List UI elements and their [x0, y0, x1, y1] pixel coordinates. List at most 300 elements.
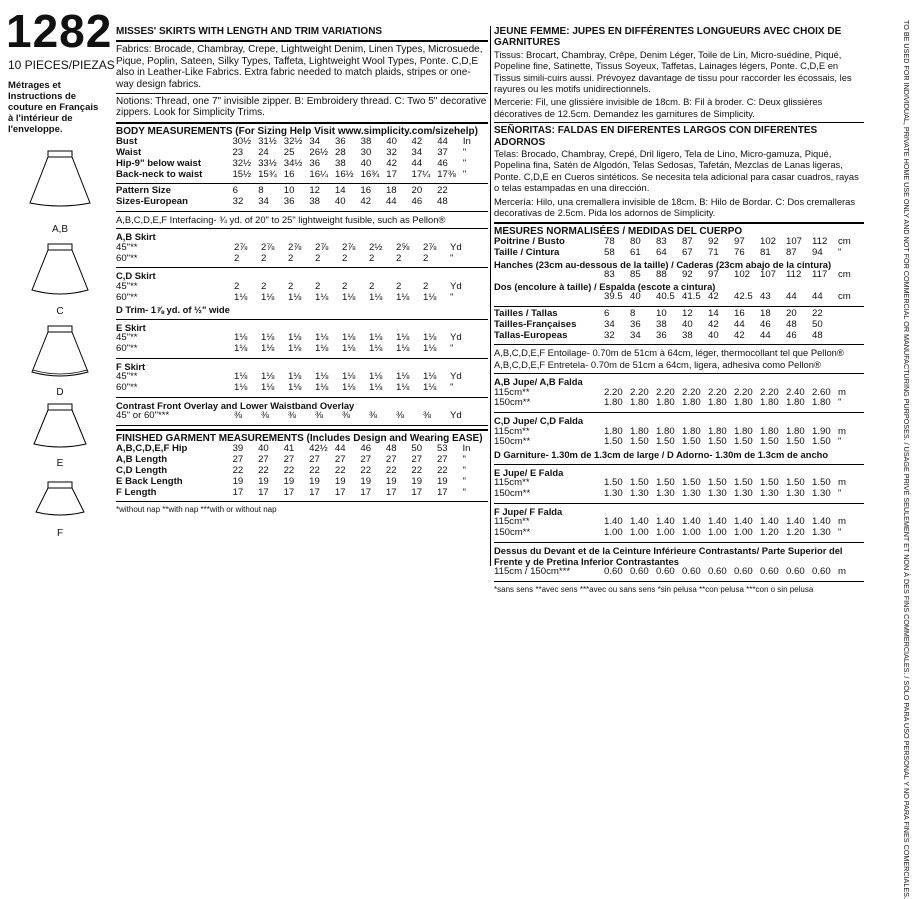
cell-value: 1.00: [656, 526, 675, 538]
cell-value: 92: [708, 235, 719, 247]
cell-value: 61: [630, 246, 641, 258]
cell-value: 1.30: [786, 487, 805, 499]
skirt-c-illustration: [20, 240, 100, 300]
english-title: MISSES' SKIRTS WITH LENGTH AND TRIM VARIATIONS: [116, 26, 383, 37]
cell-value: 42.5: [734, 291, 753, 303]
english-column: [116, 26, 488, 516]
cell-value: 42: [708, 318, 719, 330]
cell-value: 44: [786, 291, 797, 303]
french-instructions-note: Métrages et Instructions de couture en Français à l'intérieur de l'enveloppe.: [8, 80, 99, 135]
cell-value: 1.80: [604, 397, 623, 409]
table-row: [494, 388, 864, 399]
tissus-text: Tissus: Brocart, Chambray, Crêpe, Denim Léger, Toile de Lin, Micro-suédine, Piqué, Popeline fine, Satinette, Tissus Soyeux, Taffetas, Lainages légers, Ponte. C,D,E en Tissus simili-cuirs aussi. Prévoyez davantage de tissu pour raccorder les écossais, les rayures ou les motifs unidirectionnels.: [494, 48, 852, 95]
cell-value: 17: [258, 486, 269, 498]
cell-value: 1⅛: [369, 371, 383, 383]
cell-value: 40: [334, 196, 346, 208]
row-label: 150cm**: [494, 397, 531, 409]
cell-value: 18: [385, 185, 397, 197]
cell-value: 1.50: [656, 476, 675, 488]
dos-row: [494, 292, 864, 303]
cell-value: ": [462, 465, 466, 477]
cell-value: 40: [708, 329, 719, 341]
cell-value: 1.40: [734, 515, 753, 527]
row-label: C,D Length: [116, 465, 168, 477]
cell-value: 17: [436, 486, 448, 498]
yardage-table: [494, 478, 864, 500]
cell-value: 1.50: [682, 476, 701, 488]
cell-value: 1.50: [734, 476, 753, 488]
cell-value: 102: [734, 268, 751, 280]
cell-value: 1⅛: [261, 371, 275, 383]
row-label: E Back Length: [116, 475, 183, 487]
cell-value: 1.80: [708, 425, 727, 437]
metric-body-table: [494, 237, 864, 259]
english-footnote: *without nap **with nap ***with or without nap: [116, 505, 277, 515]
cell-value: Yd: [450, 241, 462, 253]
cell-value: 44: [334, 443, 346, 455]
cell-value: 1.80: [604, 425, 623, 437]
cell-value: 1.80: [734, 425, 753, 437]
cell-value: 44: [734, 318, 745, 330]
cell-value: 42½: [309, 443, 328, 455]
cell-value: 2.20: [708, 386, 727, 398]
usage-side-label: TO BE USED FOR INDIVIDUAL, PRIVATE HOME USE ONLY AND NOT FOR COMMERCIAL OR MANUFACTURING PURPOSES. / USAGE PRIVÉ SEULEMENT ET NON À DES FINS COMMERCIALES. / SÓLO PARA USO PERSONAL Y NO PARA FINES COMERCIALES.: [902, 20, 911, 899]
cell-value: 81: [760, 246, 771, 258]
view-label-ab: A,B: [51, 224, 69, 235]
cell-value: 2.20: [682, 386, 701, 398]
cell-value: 1⅛: [369, 382, 383, 394]
cell-value: ": [462, 475, 466, 487]
cell-value: 67: [682, 246, 693, 258]
cell-value: 34: [604, 318, 615, 330]
cell-value: 44: [760, 329, 771, 341]
cell-value: In: [462, 136, 471, 148]
cell-value: 32½: [232, 157, 252, 169]
cell-value: 1.50: [630, 436, 649, 448]
cell-value: 34½: [283, 157, 303, 169]
row-label: Hip-9" below waist: [116, 157, 202, 169]
cell-value: 2: [288, 280, 294, 292]
cell-value: 1⅛: [288, 332, 302, 344]
cell-value: 15½: [232, 168, 252, 180]
cell-value: 1⅛: [234, 291, 248, 303]
cell-value: 71: [708, 246, 719, 258]
interfacing-text: A,B,C,D,E,F Interfacing- ¾ yd. of 20" to 25" lightweight fusible, such as Pellon®: [116, 214, 446, 226]
cell-value: 1.00: [708, 526, 727, 538]
cell-value: ": [838, 526, 842, 538]
cell-value: 18: [760, 307, 771, 319]
cell-value: 1.30: [812, 526, 831, 538]
cell-value: cm: [838, 268, 851, 280]
cell-value: ⅜: [234, 410, 243, 422]
dessus-heading: Dessus du Devant et de la Ceinture Inférieure Contrastants/ Parte Superior del Frente y de Pretina Inferior Contrastantes: [494, 544, 843, 567]
cell-value: 1.40: [682, 515, 701, 527]
cell-value: 1.80: [656, 425, 675, 437]
row-label: 45"**: [116, 371, 138, 383]
cell-value: cm: [838, 291, 851, 303]
cell-value: [463, 197, 488, 208]
spanish-title: SEÑORITAS: FALDAS EN DIFERENTES LARGOS CON DIFERENTES ADORNOS: [494, 125, 818, 148]
yardage-view-heading: C,D Jupe/ C,D Falda: [494, 415, 584, 427]
cell-value: 23: [232, 147, 244, 159]
cell-value: 40.5: [656, 291, 675, 303]
table-row: [494, 427, 864, 438]
mercerie-text: Mercerie: Fil, une glissière invisible de 18cm. B: Fil à broder. C: Deux glissières décoratives de 12.5cm. Demandez les garnitures de Simplicity.: [494, 96, 823, 119]
cell-value: In: [462, 443, 471, 455]
table-row: [116, 455, 488, 466]
cell-value: m: [838, 425, 846, 437]
cell-value: 16: [283, 168, 295, 180]
cell-value: ": [838, 397, 842, 409]
skirt-e-illustration: [20, 400, 100, 454]
cell-value: Yd: [450, 280, 462, 292]
row-label: 60"**: [116, 291, 138, 303]
table-row: [494, 292, 864, 303]
table-row: [116, 477, 488, 488]
cell-value: 6: [604, 307, 610, 319]
cell-value: 2.20: [604, 386, 623, 398]
cell-value: 1⅛: [423, 291, 437, 303]
cell-value: 2: [234, 252, 240, 264]
cell-value: 1.50: [812, 476, 831, 488]
cell-value: 1.40: [604, 515, 623, 527]
cell-value: 87: [786, 246, 797, 258]
cell-value: 1⅛: [261, 382, 275, 394]
cell-value: 34: [630, 329, 641, 341]
cell-value: 1.50: [760, 476, 779, 488]
cell-value: ": [838, 246, 842, 258]
cell-value: 1.80: [682, 397, 701, 409]
yardage-view-heading: F Jupe/ F Falda: [494, 505, 563, 517]
cell-value: 1.80: [630, 425, 649, 437]
cell-value: 1.20: [760, 526, 779, 538]
cell-value: 2.20: [760, 386, 779, 398]
cell-value: 85: [630, 268, 641, 280]
view-label-c: C: [56, 306, 64, 317]
cell-value: 1.50: [734, 436, 753, 448]
cell-value: Yd: [450, 332, 462, 344]
cell-value: 2.20: [630, 386, 649, 398]
row-label: Sizes-European: [116, 196, 188, 208]
dos-label: Dos (encolure à taille) / Espalda (escote a cintura): [494, 280, 716, 292]
cell-value: 1⅛: [315, 371, 329, 383]
cell-value: 1.80: [760, 425, 779, 437]
cell-value: 1.80: [682, 425, 701, 437]
cell-value: 1⅛: [369, 343, 383, 355]
yardage-table: [494, 427, 864, 449]
cell-value: ": [450, 343, 454, 355]
cell-value: 1⅛: [315, 332, 329, 344]
cell-value: 19: [258, 475, 269, 487]
cell-value: 2: [261, 280, 267, 292]
cell-value: 16: [360, 185, 372, 197]
cell-value: 1.80: [786, 397, 805, 409]
cell-value: 2⅞: [315, 241, 329, 253]
cell-value: 1⅛: [288, 382, 302, 394]
cell-value: 1⅛: [288, 371, 302, 383]
cell-value: 2: [342, 280, 348, 292]
cell-value: 19: [232, 475, 244, 487]
cell-value: 38: [656, 318, 667, 330]
cell-value: 19: [436, 475, 448, 487]
cell-value: 22: [385, 465, 397, 477]
cell-value: 33½: [258, 157, 277, 169]
cell-value: 22: [360, 465, 372, 477]
cell-value: 2.20: [734, 386, 753, 398]
cell-value: 1⅛: [423, 332, 437, 344]
cell-value: 22: [334, 465, 346, 477]
cell-value: 38: [335, 157, 346, 169]
cell-value: 31½: [258, 136, 277, 148]
table-row: [116, 444, 488, 455]
cell-value: 19: [283, 475, 295, 487]
cell-value: 0.60: [604, 566, 623, 578]
cell-value: 22: [411, 465, 423, 477]
cell-value: 97: [734, 235, 745, 247]
cell-value: 1⅛: [288, 343, 302, 355]
cell-value: 1⅛: [342, 291, 356, 303]
row-label: [494, 270, 604, 281]
cell-value: 1.50: [656, 436, 675, 448]
cell-value: 16½: [335, 168, 354, 180]
table-row: [494, 248, 864, 259]
cell-value: 1.40: [812, 515, 831, 527]
cell-value: 102: [760, 235, 777, 247]
table-row: [494, 478, 864, 489]
cell-value: 42: [411, 136, 423, 148]
cell-value: 8: [630, 307, 636, 319]
yardage-view-heading: F Skirt: [116, 360, 146, 372]
cell-value: 1⅛: [396, 332, 410, 344]
cell-value: 22: [232, 465, 244, 477]
cell-value: 36: [309, 157, 321, 169]
cell-value: 34: [411, 147, 423, 159]
skirt-f-illustration: [20, 478, 100, 522]
cell-value: 17: [232, 486, 244, 498]
cell-value: 2: [396, 280, 402, 292]
cell-value: 6: [232, 185, 239, 197]
cell-value: 1⅛: [234, 382, 248, 394]
row-label: Pattern Size: [116, 185, 171, 197]
cell-value: 22: [437, 185, 448, 197]
cell-value: 1.00: [630, 526, 649, 538]
cell-value: 19: [334, 475, 346, 487]
cell-value: 43: [760, 291, 771, 303]
french-footnote: *sans sens **avec sens ***avec ou sans sens *sin pelusa **con pelusa ***con o sin pelusa: [494, 585, 814, 595]
cell-value: 46: [360, 443, 372, 455]
yardage-table: [494, 388, 864, 410]
cell-value: 88: [656, 268, 667, 280]
cell-value: ⅜: [369, 410, 378, 422]
cell-value: 1.80: [734, 397, 753, 409]
row-label: 45" or 60"***: [116, 410, 170, 422]
cell-value: 2½: [369, 241, 383, 253]
cell-value: 12: [682, 307, 693, 319]
cell-value: 1⅛: [423, 343, 437, 355]
cell-value: 36: [335, 136, 346, 148]
cell-value: 1⅛: [261, 291, 275, 303]
cell-value: 94: [812, 246, 823, 258]
cell-value: 2: [261, 252, 267, 264]
cell-value: 1.50: [708, 476, 727, 488]
row-label: 115cm**: [494, 515, 530, 527]
cell-value: 0.60: [760, 566, 779, 578]
cell-value: 40: [360, 157, 372, 169]
cell-value: 1⅛: [342, 332, 356, 344]
row-label: 45"**: [116, 280, 138, 292]
cell-value: 1.80: [812, 397, 831, 409]
cell-value: 1.40: [786, 515, 805, 527]
metric-yardage-section: [494, 376, 864, 542]
cell-value: 19: [411, 475, 423, 487]
cell-value: 2: [315, 280, 321, 292]
cell-value: 17: [385, 486, 397, 498]
cell-value: 2.20: [656, 386, 675, 398]
view-label-d: D: [56, 387, 64, 398]
cell-value: 27: [309, 454, 320, 466]
table-row: [116, 293, 477, 304]
cell-value: 37: [437, 147, 448, 159]
cell-value: 1.50: [630, 476, 649, 488]
cell-value: 1.50: [786, 436, 805, 448]
cell-value: 32½: [283, 136, 303, 148]
cell-value: 1.50: [604, 436, 623, 448]
yardage-view-heading: E Jupe/ E Falda: [494, 466, 564, 478]
cell-value: 1.50: [604, 476, 623, 488]
notions-text: Notions: Thread, one 7" invisible zipper. B: Embroidery thread. C: Two 5" decorative zippers. Look for Simplicity Trims.: [116, 96, 487, 119]
cell-value: ": [462, 454, 466, 466]
row-label: Back-neck to waist: [116, 168, 203, 180]
tailles-table: [494, 309, 838, 341]
yardage-table: [116, 333, 477, 355]
yardage-view-heading: A,B Skirt: [116, 231, 156, 243]
cell-value: 1⅛: [261, 332, 275, 344]
cell-value: ⅜: [423, 410, 432, 422]
table-row: [116, 344, 477, 355]
cell-value: 1⅛: [315, 382, 329, 394]
cell-value: 1⅛: [369, 332, 383, 344]
cell-value: 2⅞: [234, 241, 248, 253]
cell-value: 1⅛: [315, 291, 329, 303]
cell-value: 1.40: [656, 515, 675, 527]
cell-value: 0.60: [682, 566, 701, 578]
finished-measurements-heading: FINISHED GARMENT MEASUREMENTS (Includes Design and Wearing EASE): [116, 433, 483, 445]
cell-value: 40: [386, 136, 397, 148]
cell-value: 1⅛: [261, 343, 275, 355]
cell-value: 48: [385, 443, 397, 455]
cell-value: 97: [708, 268, 719, 280]
cell-value: 1.50: [786, 476, 805, 488]
row-label: 45"**: [116, 241, 138, 253]
cell-value: 2⅞: [423, 241, 437, 253]
row-label: Bust: [116, 136, 138, 148]
cell-value: 107: [760, 268, 777, 280]
cell-value: 1.00: [682, 526, 701, 538]
table-row: [494, 567, 864, 578]
row-label: 115cm / 150cm***: [494, 566, 571, 578]
cell-value: 2⅞: [288, 241, 302, 253]
table-row: [116, 197, 488, 208]
cell-value: 41: [283, 443, 295, 455]
row-label: 60"**: [116, 343, 138, 355]
cell-value: 10: [656, 307, 667, 319]
cell-value: 22: [436, 465, 448, 477]
cell-value: 48: [812, 329, 823, 341]
cell-value: 50: [812, 318, 823, 330]
yardage-table: [116, 372, 477, 394]
row-label: 115cm**: [494, 476, 530, 488]
cell-value: 16¼: [309, 168, 329, 180]
cell-value: 2: [315, 252, 321, 264]
cell-value: 27: [360, 454, 372, 466]
cell-value: 42: [386, 157, 397, 169]
cell-value: 0.60: [734, 566, 753, 578]
metric-measurements-heading: MESURES NORMALISÉES / MEDIDAS DEL CUERPO: [494, 225, 743, 237]
cell-value: 44: [385, 196, 397, 208]
cell-value: 40: [682, 318, 693, 330]
cell-value: 24: [258, 147, 269, 159]
cell-value: 27: [411, 454, 423, 466]
cell-value: 42: [734, 329, 745, 341]
usage-side-text: [899, 20, 913, 899]
cell-value: 2.60: [812, 386, 831, 398]
cell-value: 38: [309, 196, 320, 208]
cell-value: 46: [437, 157, 448, 169]
cell-value: [463, 186, 488, 197]
cell-value: 1.50: [812, 436, 831, 448]
row-label: Poitrine / Busto: [494, 235, 565, 247]
cell-value: 17: [386, 168, 397, 180]
french-spanish-column: [494, 26, 864, 596]
cell-value: 2: [423, 252, 429, 264]
cell-value: 83: [604, 268, 615, 280]
cell-value: 17: [360, 486, 372, 498]
row-label: 150cm**: [494, 436, 531, 448]
cell-value: 2.40: [786, 386, 805, 398]
cell-value: 25: [283, 147, 295, 159]
cell-value: 30: [360, 147, 372, 159]
cell-value: 2: [369, 252, 375, 264]
cell-value: 27: [385, 454, 397, 466]
pieces-count: 10 PIECES/PIEZAS: [8, 58, 115, 72]
cell-value: 1⅛: [396, 343, 410, 355]
row-label: 60"**: [116, 252, 138, 264]
yardage-table: [116, 243, 477, 265]
cell-value: 40: [258, 443, 269, 455]
cell-value: 26½: [309, 147, 329, 159]
cell-value: 16: [734, 307, 745, 319]
cell-value: 34: [258, 196, 269, 208]
cell-value: 1.00: [604, 526, 623, 538]
cell-value: 0.60: [656, 566, 675, 578]
cell-value: 22: [258, 465, 269, 477]
table-row: [494, 331, 838, 342]
cell-value: 58: [604, 246, 615, 258]
cell-value: 1⅛: [396, 291, 410, 303]
row-label: Tallas-Europeas: [494, 329, 568, 341]
cell-value: 117: [812, 268, 828, 280]
row-label: 150cm**: [494, 487, 531, 499]
cell-value: 38: [682, 329, 693, 341]
column-divider: [490, 26, 491, 566]
entretela-text: A,B,C,D,E,F Entretela- 0.70m de 51cm a 64cm, ligera, adhesiva como Pellon®: [494, 358, 821, 370]
row-label: F Length: [116, 486, 157, 498]
cell-value: Yd: [450, 371, 462, 383]
cell-value: 87: [682, 235, 693, 247]
cell-value: 16¾: [360, 168, 380, 180]
cell-value: 1.80: [656, 397, 675, 409]
cell-value: 20: [786, 307, 797, 319]
